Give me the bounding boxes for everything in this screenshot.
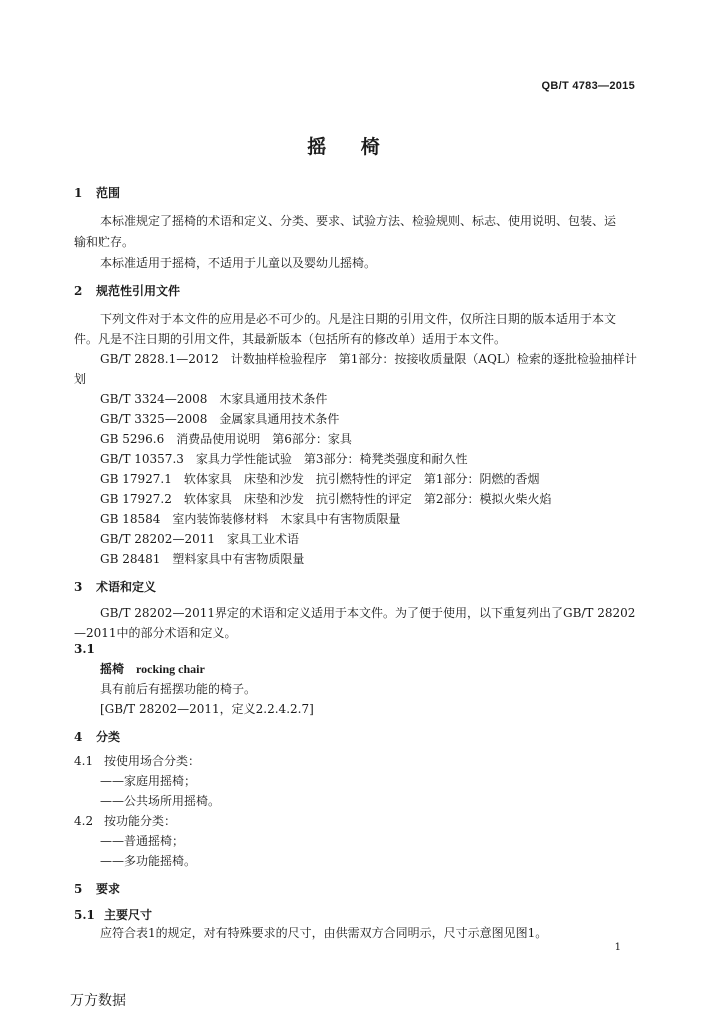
subsection-title: 主要尺寸 — [104, 908, 153, 922]
term-chinese: 摇椅 — [100, 662, 125, 676]
term-english: rocking chair — [136, 662, 205, 676]
page-title: 摇 椅 — [307, 136, 394, 158]
section-2-heading — [74, 282, 180, 299]
subsection-title: 按功能分类： — [104, 814, 177, 828]
section-number: 4 — [74, 730, 83, 744]
paragraph: 应符合表1的规定，对有特殊要求的尺寸，由供需双方合同明示，尺寸示意图见图1。 — [100, 926, 548, 940]
paragraph: 输和贮存。 — [74, 235, 135, 249]
term-entry — [100, 660, 205, 677]
section-title: 规范性引用文件 — [96, 284, 181, 298]
reference-item: GB/T 2828.1—2012 计数抽样检验程序 第1部分：按接收质量限（AQL）检索的逐批检验抽样计 — [100, 352, 637, 366]
list-item: ——多功能摇椅。 — [100, 854, 197, 868]
term-source: [GB/T 28202—2011，定义2.2.4.2.7] — [100, 702, 314, 716]
reference-item: GB/T 28202—2011 家具工业术语 — [100, 532, 299, 546]
reference-item: GB/T 10357.3 家具力学性能试验 第3部分：椅凳类强度和耐久性 — [100, 452, 468, 466]
paragraph: 件。凡是不注日期的引用文件，其最新版本（包括所有的修改单）适用于本文件。 — [74, 332, 507, 346]
reference-item: GB 17927.1 软体家具 床垫和沙发 抗引燃特性的评定 第1部分：阴燃的香烟 — [100, 472, 540, 486]
paragraph: —2011中的部分术语和定义。 — [74, 626, 237, 640]
section-title: 术语和定义 — [96, 580, 157, 594]
section-number: 5 — [74, 882, 83, 896]
document-code: QB/T 4783—2015 — [541, 80, 635, 92]
reference-item: GB/T 3325—2008 金属家具通用技术条件 — [100, 412, 340, 426]
section-number: 3 — [74, 580, 83, 594]
section-3-heading — [74, 578, 156, 595]
reference-item: GB 17927.2 软体家具 床垫和沙发 抗引燃特性的评定 第2部分：模拟火柴火焰 — [100, 492, 552, 506]
watermark: 万方数据 — [70, 993, 126, 1009]
reference-item: GB 5296.6 消费品使用说明 第6部分：家具 — [100, 432, 352, 446]
subsection-title: 按使用场合分类： — [104, 754, 201, 768]
subsection-number: 4.1 — [74, 754, 94, 768]
section-number: 2 — [74, 284, 83, 298]
subsection-4-2 — [74, 812, 176, 829]
section-number: 1 — [74, 186, 83, 200]
paragraph: 本标准适用于摇椅，不适用于儿童以及婴幼儿摇椅。 — [100, 256, 377, 270]
subsection-number: 5.1 — [74, 908, 95, 922]
list-item: ——普通摇椅； — [100, 834, 185, 848]
list-item: ——公共场所用摇椅。 — [100, 794, 221, 808]
reference-item: GB/T 3324—2008 木家具通用技术条件 — [100, 392, 328, 406]
section-title: 要求 — [96, 882, 121, 896]
list-item: ——家庭用摇椅； — [100, 774, 197, 788]
reference-item: GB 18584 室内装饰装修材料 木家具中有害物质限量 — [100, 512, 401, 526]
subsection-number: 4.2 — [74, 814, 94, 828]
subsection-5-1 — [74, 906, 152, 923]
subsection-number: 3.1 — [74, 642, 95, 656]
paragraph: GB/T 28202—2011界定的术语和定义适用于本文件。为了便于使用，以下重复列出了GB/T 28202 — [100, 606, 636, 620]
reference-item-continued: 划 — [74, 372, 87, 386]
paragraph: 本标准规定了摇椅的术语和定义、分类、要求、试验方法、检验规则、标志、使用说明、包装、运 — [100, 214, 617, 228]
page-number: 1 — [614, 942, 621, 953]
section-title: 分类 — [96, 730, 121, 744]
section-5-heading — [74, 880, 120, 897]
section-4-heading — [74, 728, 120, 745]
subsection-4-1 — [74, 752, 200, 769]
term-definition: 具有前后有摇摆功能的椅子。 — [100, 682, 257, 696]
section-1-heading — [74, 184, 120, 201]
paragraph: 下列文件对于本文件的应用是必不可少的。凡是注日期的引用文件，仅所注日期的版本适用于本文 — [100, 312, 617, 326]
reference-item: GB 28481 塑料家具中有害物质限量 — [100, 552, 305, 566]
section-title: 范围 — [96, 186, 121, 200]
